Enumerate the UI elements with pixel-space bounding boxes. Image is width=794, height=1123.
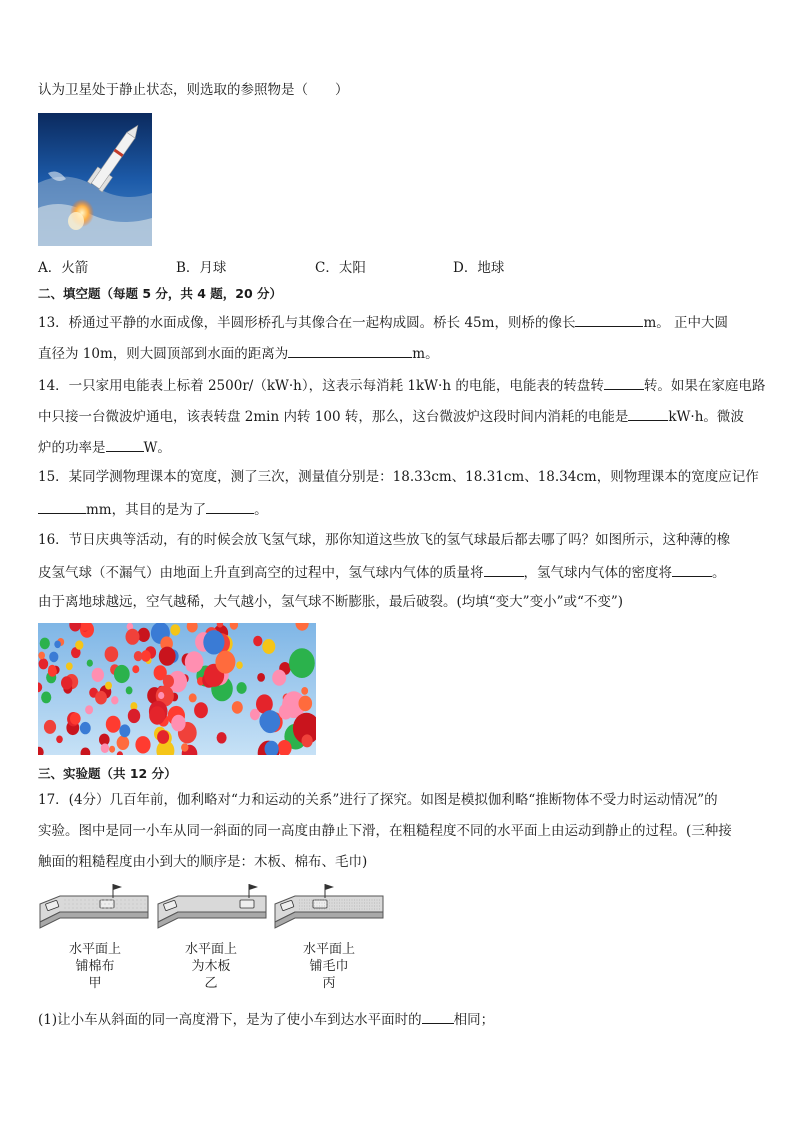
option-c: C．太阳 bbox=[315, 260, 366, 276]
balloon bbox=[85, 705, 93, 714]
option-b: B．月球 bbox=[176, 260, 227, 276]
balloon bbox=[119, 724, 130, 737]
balloon bbox=[101, 743, 109, 753]
balloon bbox=[48, 665, 56, 674]
question-12-stem: 认为卫星处于静止状态，则选取的参照物是（ ） bbox=[38, 82, 349, 98]
balloon bbox=[289, 648, 315, 678]
balloon bbox=[106, 716, 121, 733]
balloon bbox=[105, 682, 112, 690]
balloon bbox=[301, 687, 308, 695]
question-15-line-1: 15．某同学测物理课本的宽度，测了三次，测量值分别是：18.33cm、18.31cm、18.34cm，则物理课本的宽度应记作 bbox=[38, 469, 759, 485]
balloon bbox=[61, 676, 72, 689]
balloon bbox=[257, 673, 265, 682]
answer-blank[interactable] bbox=[484, 561, 524, 577]
question-14-line-2: 中只接一台微波炉通电，该表转盘 2min 内转 100 转，那么，这台微波炉这段时间内消耗的电能是 kW·h。微波 bbox=[38, 405, 744, 427]
balloon bbox=[272, 670, 286, 686]
caption-cotton: 水平面上 铺棉布 甲 bbox=[68, 942, 121, 991]
answer-blank[interactable] bbox=[288, 342, 412, 358]
balloon bbox=[260, 710, 280, 733]
balloon bbox=[232, 701, 243, 714]
balloon bbox=[92, 668, 104, 682]
balloon bbox=[159, 647, 176, 666]
balloon bbox=[279, 704, 293, 720]
balloon bbox=[135, 736, 150, 753]
balloon bbox=[87, 660, 93, 667]
answer-blank[interactable] bbox=[206, 498, 254, 514]
balloon bbox=[158, 692, 164, 699]
question-14-line-1: 14．一只家用电能表上标着 2500r/（kW·h），这表示每消耗 1kW·h 的电能，电能表的转盘转 转。如果在家庭电路 bbox=[38, 374, 765, 396]
answer-blank[interactable] bbox=[628, 405, 668, 421]
question-17-line-2: 实验。图中是同一小车从同一斜面的同一高度由静止下滑，在粗糙程度不同的水平面上由运动到静止的过程。(三种接 bbox=[38, 823, 732, 839]
balloon bbox=[132, 665, 139, 673]
answer-blank[interactable] bbox=[672, 561, 712, 577]
answer-blank[interactable] bbox=[422, 1008, 454, 1024]
balloon bbox=[80, 722, 91, 734]
question-16-line-1: 16．节日庆典等活动，有的时候会放飞氢气球，那你知道这些放飞的氢气球最后都去哪了吗？如图所示，这种薄的橡 bbox=[38, 532, 731, 548]
balloon bbox=[253, 636, 262, 647]
balloon bbox=[75, 640, 83, 649]
option-a: A．火箭 bbox=[38, 260, 89, 276]
balloon bbox=[138, 628, 150, 642]
balloon bbox=[56, 736, 63, 744]
question-17-sub-1: (1)让小车从斜面的同一高度滑下，是为了使小车到达水平面时的 相同； bbox=[38, 1008, 494, 1030]
question-16-line-3: 由于离地球越远，空气越稀，大气越小，氢气球不断膨胀，最后破裂。(均填“变大”变小”或“不变”) bbox=[38, 594, 624, 610]
balloon bbox=[105, 646, 119, 662]
section-2-title: 二、填空题（每题 5 分，共 4 题，20 分） bbox=[38, 286, 283, 301]
option-d: D．地球 bbox=[453, 260, 505, 276]
caption-wood: 水平面上 为木板 乙 bbox=[184, 942, 237, 991]
balloon bbox=[185, 651, 204, 672]
question-16-line-2: 皮氢气球（不漏气）由地面上升直到高空的过程中，氢气球内气体的质量将 ，氢气球内气体的密度将 。 bbox=[38, 561, 726, 583]
question-13-line-1: 13．桥通过平静的水面成像，半圆形桥孔与其像合在一起构成圆。桥长 45m，则桥的像长 m。 正中大圆 bbox=[38, 311, 728, 333]
balloon bbox=[70, 713, 81, 725]
balloon bbox=[39, 658, 49, 669]
ramp-diagram-towel bbox=[273, 882, 385, 934]
balloon bbox=[170, 624, 180, 635]
question-17-line-1: 17．(4分）几百年前，伽利略对“力和运动的关系”进行了探究。如图是模拟伽利略“推断物体不受力时运动情况”的 bbox=[38, 792, 718, 808]
balloon bbox=[299, 696, 313, 712]
answer-blank[interactable] bbox=[575, 311, 643, 327]
question-14-line-3: 炉的功率是 W。 bbox=[38, 436, 171, 458]
balloon bbox=[126, 629, 140, 645]
balloon bbox=[236, 661, 243, 669]
question-13-line-2: 直径为 10m，则大圆顶部到水面的距离为 m。 bbox=[38, 342, 439, 364]
answer-blank[interactable] bbox=[106, 436, 144, 452]
balloon bbox=[41, 692, 51, 704]
balloon bbox=[163, 675, 174, 688]
balloon bbox=[40, 638, 50, 650]
balloon bbox=[237, 682, 247, 694]
balloon bbox=[215, 651, 235, 674]
balloon bbox=[181, 743, 188, 751]
balloon bbox=[128, 709, 140, 723]
balloon bbox=[66, 662, 73, 670]
question-15-line-2: mm，其目的是为了 。 bbox=[38, 498, 268, 520]
ramp-diagram-cotton bbox=[38, 882, 150, 934]
balloon bbox=[302, 734, 313, 747]
balloon bbox=[111, 696, 118, 704]
balloon bbox=[171, 715, 185, 732]
balloon bbox=[126, 686, 133, 694]
balloons-image bbox=[38, 623, 316, 755]
balloon bbox=[49, 652, 58, 663]
balloon bbox=[95, 691, 107, 705]
balloon bbox=[217, 732, 227, 743]
balloon bbox=[134, 651, 143, 661]
answer-blank[interactable] bbox=[604, 374, 644, 390]
balloon bbox=[109, 746, 115, 753]
section-3-title: 三、实验题（共 12 分） bbox=[38, 766, 177, 781]
balloon bbox=[38, 652, 45, 660]
balloon bbox=[250, 709, 260, 720]
balloon bbox=[44, 720, 56, 734]
balloon bbox=[54, 641, 61, 649]
caption-towel: 水平面上 铺毛巾 丙 bbox=[302, 942, 355, 991]
balloon bbox=[117, 736, 130, 750]
balloon bbox=[149, 706, 165, 724]
rocket-launch-image bbox=[38, 113, 152, 246]
ramp-diagram-wood bbox=[156, 882, 268, 934]
balloon bbox=[189, 693, 197, 702]
balloon bbox=[194, 702, 208, 718]
balloon bbox=[203, 630, 224, 654]
balloon bbox=[157, 730, 169, 744]
question-17-line-3: 触面的粗糙程度由小到大的顺序是：木板、棉布、毛巾) bbox=[38, 854, 368, 870]
answer-blank[interactable] bbox=[38, 498, 86, 514]
balloon bbox=[262, 639, 275, 654]
balloon bbox=[114, 665, 130, 683]
